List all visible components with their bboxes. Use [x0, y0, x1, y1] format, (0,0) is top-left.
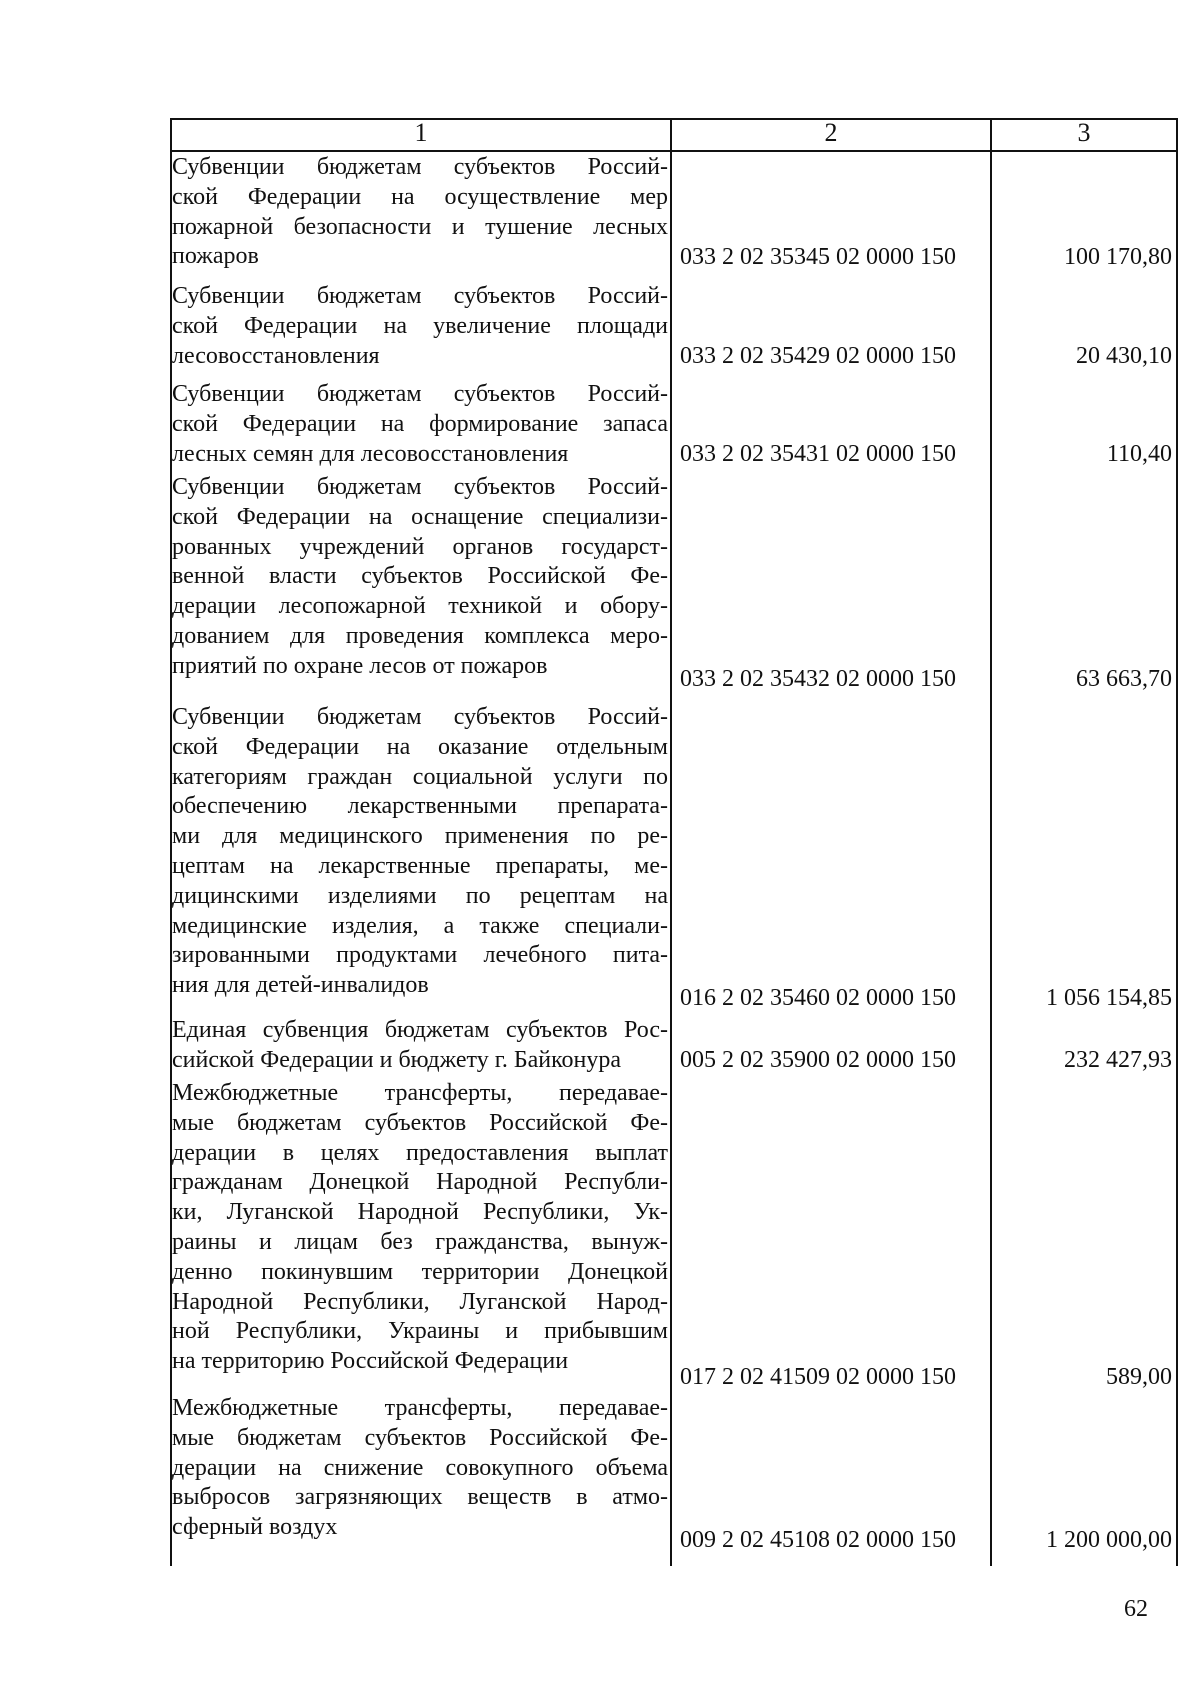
description-line: ния для детей-инвалидов — [172, 972, 429, 999]
description-line: сферный воздух — [172, 1514, 338, 1541]
row-description — [172, 473, 668, 682]
description-line: денно покинувшим территории Донецкой — [172, 1258, 668, 1285]
column-header-3: 3 — [1077, 118, 1091, 147]
row-description — [172, 380, 668, 469]
description-line: ской Федерации на оснащение специализи- — [172, 503, 668, 530]
description-line: дерации в целях предоставления выплат — [172, 1139, 668, 1166]
column-divider-2 — [990, 118, 992, 1566]
description-line: Межбюджетные трансферты, передавае- — [172, 1395, 668, 1421]
column-header-2: 2 — [824, 118, 838, 147]
row-value: 110,40 — [1106, 441, 1172, 467]
description-line: пожарной безопасности и тушение лесных — [172, 213, 668, 240]
row-description — [172, 282, 668, 371]
row-code: 016 2 02 35460 02 0000 150 — [680, 985, 956, 1011]
description-line: ской Федерации на оказание отдельным — [172, 733, 668, 760]
description-line: Субвенции бюджетам субъектов Россий- — [172, 704, 668, 730]
row-description — [172, 1394, 668, 1543]
description-line: обеспечению лекарственными препарата- — [172, 793, 668, 820]
description-line: рованных учреждений органов государст- — [172, 533, 668, 560]
description-line: цептам на лекарственные препараты, ме- — [172, 852, 668, 879]
row-description — [172, 153, 668, 272]
description-line: категориям граждан социальной услуги по — [172, 763, 668, 790]
row-description — [172, 1016, 668, 1076]
description-line: Субвенции бюджетам субъектов Россий- — [172, 474, 668, 500]
row-value: 20 430,10 — [1076, 343, 1172, 369]
row-code: 005 2 02 35900 02 0000 150 — [680, 1047, 956, 1073]
description-line: мые бюджетам субъектов Российской Фе- — [172, 1424, 668, 1451]
description-line: ской Федерации на осуществление мер — [172, 183, 668, 210]
header-bottom-border — [170, 150, 1178, 152]
row-code: 009 2 02 45108 02 0000 150 — [680, 1527, 956, 1553]
row-code: 033 2 02 35345 02 0000 150 — [680, 244, 956, 270]
description-line: ки, Луганской Народной Республики, Ук- — [172, 1199, 668, 1226]
page-number: 62 — [1124, 1596, 1148, 1622]
row-code: 033 2 02 35431 02 0000 150 — [680, 441, 956, 467]
description-line: лесовосстановления — [172, 342, 380, 369]
row-value: 1 056 154,85 — [1046, 985, 1172, 1011]
description-line: лесных семян для лесовосстановления — [172, 440, 569, 467]
description-line: дицинскими изделиями по рецептам на — [172, 882, 668, 909]
description-line: дерации лесопожарной техникой и обору- — [172, 593, 668, 620]
description-line: сийской Федерации и бюджету г. Байконура — [172, 1046, 622, 1073]
description-line: на территорию Российской Федерации — [172, 1348, 569, 1375]
description-line: Субвенции бюджетам субъектов Россий- — [172, 283, 668, 309]
description-line: Субвенции бюджетам субъектов Россий- — [172, 154, 668, 180]
column-header-1: 1 — [414, 118, 428, 147]
row-value: 589,00 — [1106, 1364, 1172, 1390]
row-description — [172, 703, 668, 1001]
row-code: 017 2 02 41509 02 0000 150 — [680, 1364, 956, 1390]
right-border — [1176, 118, 1178, 1566]
description-line: Единая субвенция бюджетам субъектов Рос- — [172, 1017, 668, 1043]
description-line: дованием для проведения комплекса меро- — [172, 622, 668, 649]
description-line: ской Федерации на увеличение площади — [172, 312, 668, 339]
row-code: 033 2 02 35432 02 0000 150 — [680, 666, 956, 692]
row-value: 63 663,70 — [1076, 666, 1172, 692]
description-line: зированными продуктами лечебного пита- — [172, 942, 668, 969]
description-line: гражданам Донецкой Народной Республи- — [172, 1169, 668, 1196]
row-value: 100 170,80 — [1064, 244, 1172, 270]
column-divider-1 — [670, 118, 672, 1566]
description-line: раины и лицам без гражданства, вынуж- — [172, 1228, 668, 1255]
description-line: ской Федерации на формирование запаса — [172, 410, 668, 437]
row-code: 033 2 02 35429 02 0000 150 — [680, 343, 956, 369]
description-line: мые бюджетам субъектов Российской Фе- — [172, 1109, 668, 1136]
description-line: дерации на снижение совокупного объема — [172, 1454, 668, 1481]
description-line: Народной Республики, Луганской Народ- — [172, 1288, 668, 1315]
description-line: ной Республики, Украины и прибывшим — [172, 1318, 668, 1345]
row-value: 1 200 000,00 — [1046, 1527, 1172, 1553]
description-line: медицинские изделия, а также специали- — [172, 912, 668, 939]
description-line: Межбюджетные трансферты, передавае- — [172, 1080, 668, 1106]
description-line: ми для медицинского применения по ре- — [172, 823, 668, 850]
description-line: выбросов загрязняющих веществ в атмо- — [172, 1484, 668, 1511]
description-line: Субвенции бюджетам субъектов Россий- — [172, 381, 668, 407]
description-line: приятий по охране лесов от пожаров — [172, 652, 548, 679]
description-line: венной власти субъектов Российской Фе- — [172, 563, 668, 590]
description-line: пожаров — [172, 243, 259, 270]
row-value: 232 427,93 — [1064, 1047, 1172, 1073]
row-description — [172, 1079, 668, 1377]
